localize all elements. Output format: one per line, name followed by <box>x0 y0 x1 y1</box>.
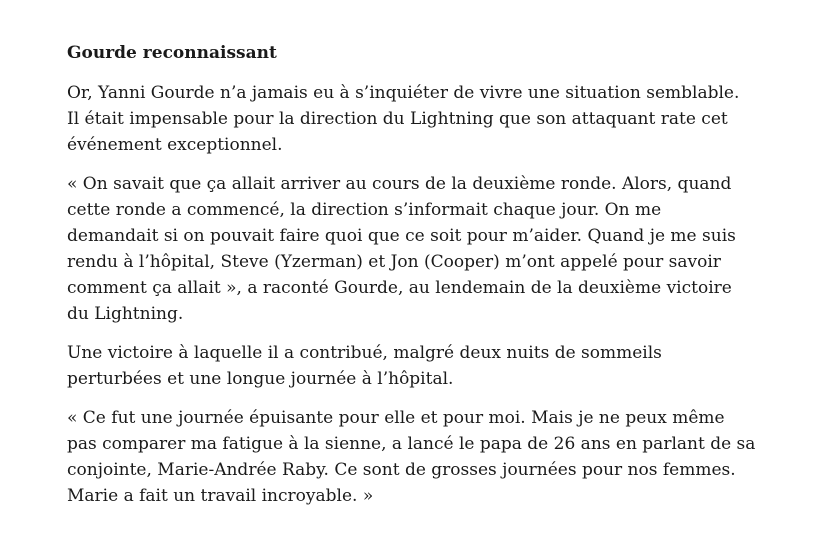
paragraph-3: Une victoire à laquelle il a contribué, malgré deux nuits de sommeils perturbées et une longue journée à l’hôpital. <box>67 343 662 389</box>
section-heading: Gourde reconnaissant <box>67 43 277 63</box>
paragraph-4: « Ce fut une journée épuisante pour elle et pour moi. Mais je ne peux même pas comparer ma fatigue à la sienne, a lancé le papa de 26 ans en parlant de sa conjointe, Marie-Andrée Raby. Ce sont de grosses journées pour nos femmes. Marie a fait un travail incroyable. » <box>67 408 756 506</box>
paragraph-1: Or, Yanni Gourde n’a jamais eu à s’inquiéter de vivre une situation semblable. Il était impensable pour la direction du Lightning que son attaquant rate cet événement exceptionnel. <box>67 83 740 155</box>
article-body <box>67 40 787 522</box>
paragraph-2: « On savait que ça allait arriver au cours de la deuxième ronde. Alors, quand cette ronde a commencé, la direction s’informait chaque jour. On me demandait si on pouvait faire quoi que ce soit pour m’aider. Quand je me suis rendu à l’hôpital, Steve (Yzerman) et Jon (Cooper) m’ont appelé pour savoir comment ça allait », a raconté Gourde, au lendemain de la deuxième victoire du Lightning. <box>67 174 736 324</box>
